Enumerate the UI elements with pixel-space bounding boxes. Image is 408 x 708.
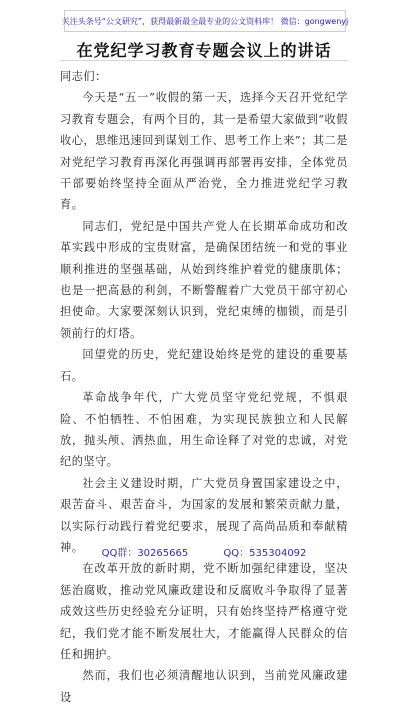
paragraph: 社会主义建设时期，广大党员身置国家建设之中，艰苦奋斗、艰苦奋斗，为国家的发展和繁荣贡献力量，以实际行动践行着党纪要求，展现了高尚品质和奉献精神。 (60, 476, 348, 554)
promo-banner (61, 10, 349, 32)
footer-qq: QQ：535304092 (223, 548, 307, 559)
footer-qq-group: QQ群：30265665 (101, 548, 189, 559)
greeting: 同志们： (60, 70, 107, 83)
paragraph: 然而，我们也必须清醒地认识到，当前党风廉政建设 (60, 669, 348, 704)
paragraph: 今天是“五一”收假的第一天，选择今天召开党纪学习教育专题会，有两个目的，其一是希望大家做到“收假收心，思维迅速回到谋划工作、思考工作上来”；其二是对党纪学习教育再深化再强调再部署再安排，全体党员干部要始终坚持全面从严治党，全力推进党纪学习教育。 (60, 91, 348, 212)
title-divider (60, 60, 348, 61)
paragraph: 同志们，党纪是中国共产党人在长期革命成功和改革实践中形成的宝贵财富，是确保团结统一和党的事业顺利推进的坚强基础，从始到终维护着党的健康肌体；也是一把高悬的利剑，不断警醒着广大党员干部守初心担使命。大家要深刻认识到，党纪束缚的枷锁，而是引领前行的灯塔。 (60, 219, 348, 340)
paragraph: 革命战争年代，广大党员坚守党纪党规，不惧艰险、不怕牺牲、不怕困难，为实现民族独立和人民解放，抛头颅、洒热血，用生命诠释了对党的忠诚，对党纪的坚守。 (60, 391, 348, 469)
paragraph: 在改革开放的新时期，党不断加强纪律建设，坚决惩治腐败，推动党风廉政建设和反腐败斗争取得了显著成效这些历史经验充分证明，只有始终坚持严格遵守党纪，我们党才能不断发展壮大，才能赢得人民群众的信任和拥护。 (60, 562, 348, 661)
document-title: 在党纪学习教育专题会议上的讲话 (76, 41, 332, 60)
document-body (60, 66, 348, 708)
promo-banner-text: 关注头条号“公文研究”，获得最新最全最专业的公文资料库！ 微信：gongwenyj (61, 16, 349, 26)
footer (0, 544, 408, 559)
paragraph: 回望党的历史，党纪建设始终是党的建设的重要基石。 (60, 348, 348, 383)
